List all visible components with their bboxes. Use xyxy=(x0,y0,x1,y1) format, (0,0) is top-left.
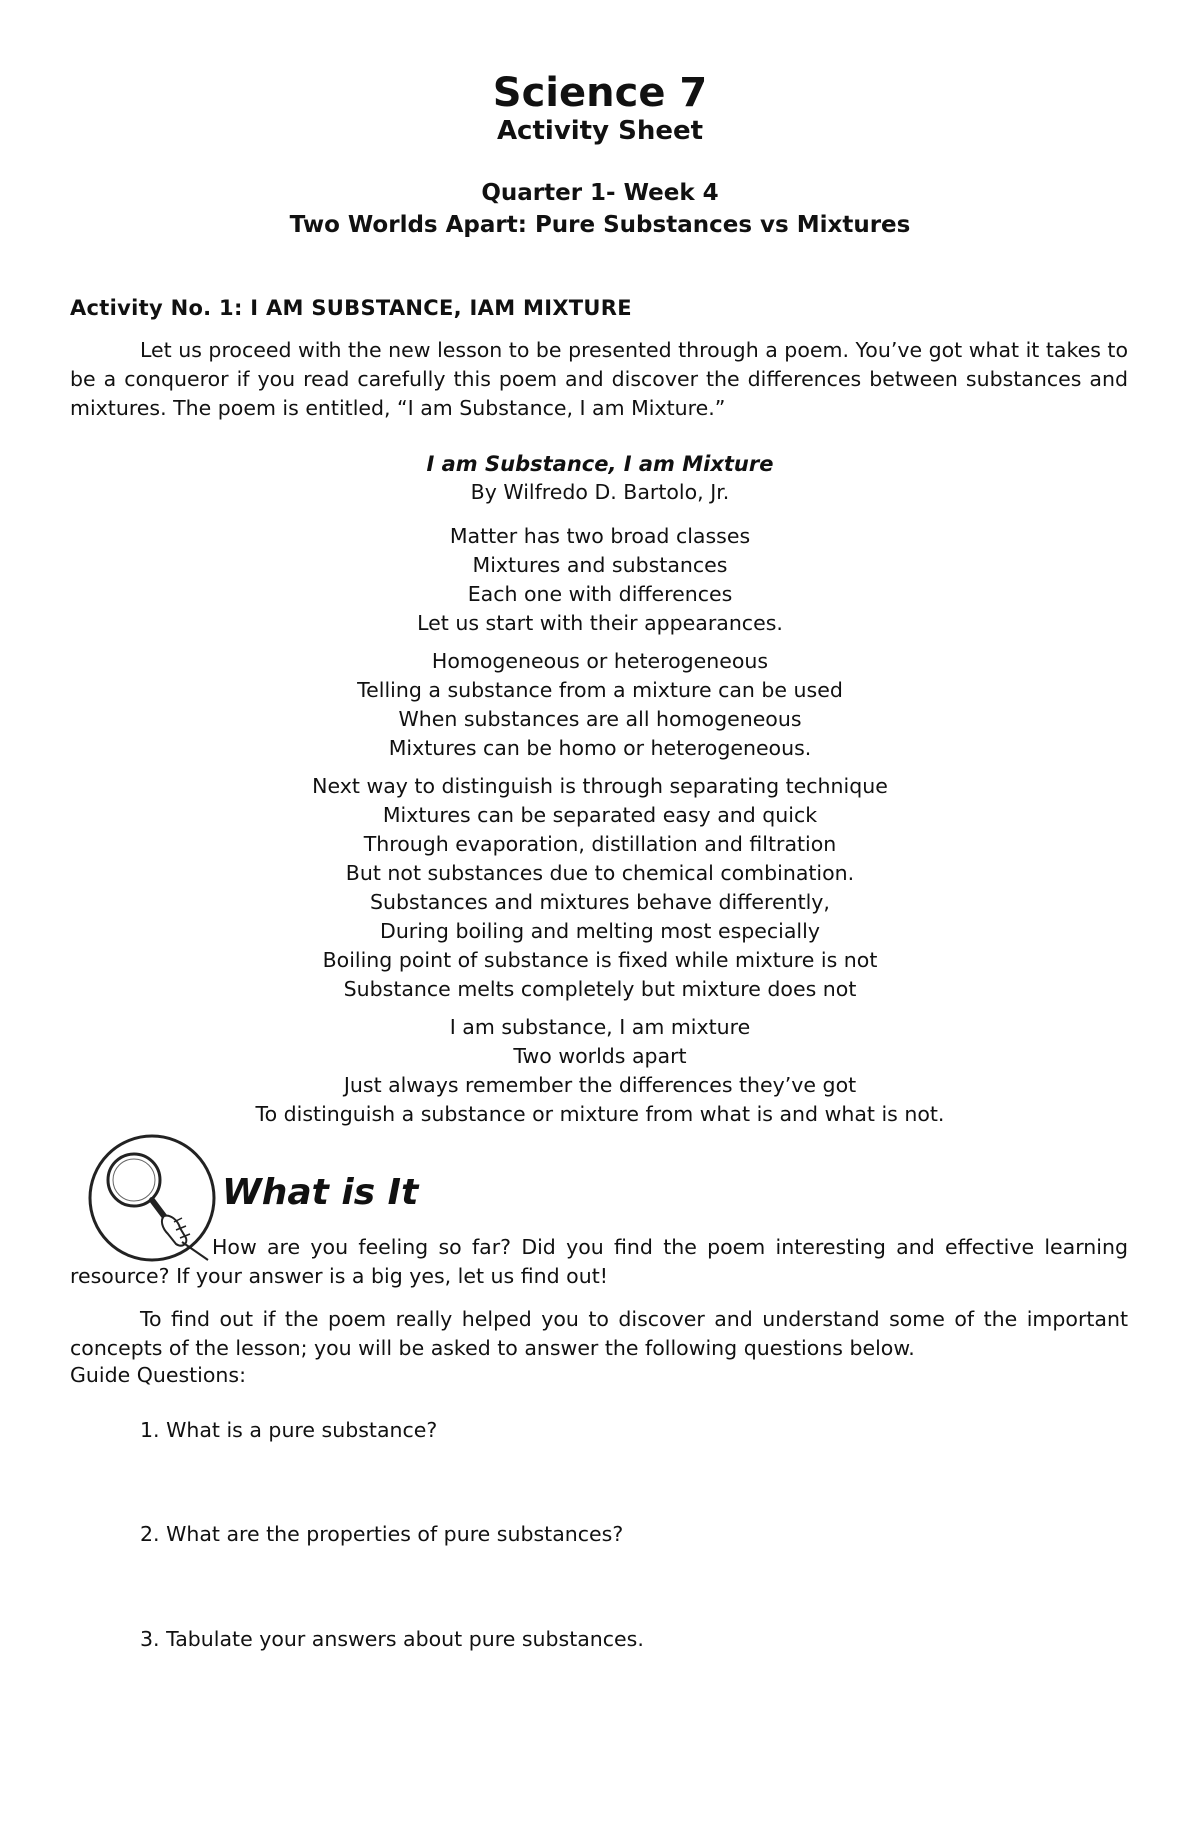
poem-line: Substances and mixtures behave differently, xyxy=(370,890,830,914)
activity-intro-paragraph: Let us proceed with the new lesson to be presented through a poem. You’ve got what it takes to be a conqueror if you read carefully this poem and discover the differences between substances and mixtures. The poem is entitled, “I am Substance, I am Mixture.” xyxy=(70,338,1128,420)
guide-question-3: 3. Tabulate your answers about pure substances. xyxy=(140,1627,644,1651)
poem-stanza-3 xyxy=(0,772,1200,1004)
poem-line: But not substances due to chemical combination. xyxy=(345,861,855,885)
feeling-paragraph: How are you feeling so far? Did you find the poem interesting and effective learning resource? If your answer is a big yes, let us find out! xyxy=(70,1235,1128,1288)
poem-author: By Wilfredo D. Bartolo, Jr. xyxy=(470,480,730,504)
poem-line: Two worlds apart xyxy=(513,1044,687,1068)
poem-line: Mixtures can be homo or heterogeneous. xyxy=(388,736,812,760)
what-is-it-title: What is It xyxy=(222,1172,419,1213)
poem-line: Let us start with their appearances. xyxy=(417,611,783,635)
document-subtitle: Activity Sheet xyxy=(496,116,704,146)
poem-line: Next way to distinguish is through separating technique xyxy=(312,774,888,798)
poem-line: Substance melts completely but mixture does not xyxy=(343,977,857,1001)
poem-stanza-2 xyxy=(0,647,1200,763)
poem-line: Homogeneous or heterogeneous xyxy=(431,649,769,673)
lesson-title: Two Worlds Apart: Pure Substances vs Mixtures xyxy=(289,212,911,238)
poem-line: Boiling point of substance is fixed while mixture is not xyxy=(322,948,878,972)
poem-stanza-1 xyxy=(0,522,1200,638)
findout-paragraph: To find out if the poem really helped you to discover and understand some of the important concepts of the lesson; you will be asked to answer the following questions below. xyxy=(70,1307,1128,1360)
poem-line: When substances are all homogeneous xyxy=(398,707,802,731)
poem-line: Telling a substance from a mixture can be used xyxy=(357,678,843,702)
poem-line: To distinguish a substance or mixture from what is and what is not. xyxy=(255,1102,945,1126)
poem-line: During boiling and melting most especially xyxy=(380,919,820,943)
poem-line: Each one with differences xyxy=(467,582,733,606)
guide-question-2: 2. What are the properties of pure substances? xyxy=(140,1522,624,1546)
activity-heading: Activity No. 1: I AM SUBSTANCE, IAM MIXTURE xyxy=(70,296,632,320)
poem-line: Mixtures and substances xyxy=(472,553,728,577)
poem-line: Matter has two broad classes xyxy=(449,524,751,548)
guide-question-1: 1. What is a pure substance? xyxy=(140,1418,438,1442)
quarter-week: Quarter 1- Week 4 xyxy=(481,180,719,206)
poem-line: I am substance, I am mixture xyxy=(449,1015,751,1039)
poem-line: Just always remember the differences they’ve got xyxy=(343,1073,857,1097)
poem-line: Through evaporation, distillation and filtration xyxy=(363,832,837,856)
document-title: Science 7 xyxy=(492,70,708,116)
poem-title: I am Substance, I am Mixture xyxy=(426,452,774,476)
guide-questions-label: Guide Questions: xyxy=(70,1363,246,1387)
poem-stanza-4 xyxy=(0,1013,1200,1129)
poem-line: Mixtures can be separated easy and quick xyxy=(382,803,818,827)
